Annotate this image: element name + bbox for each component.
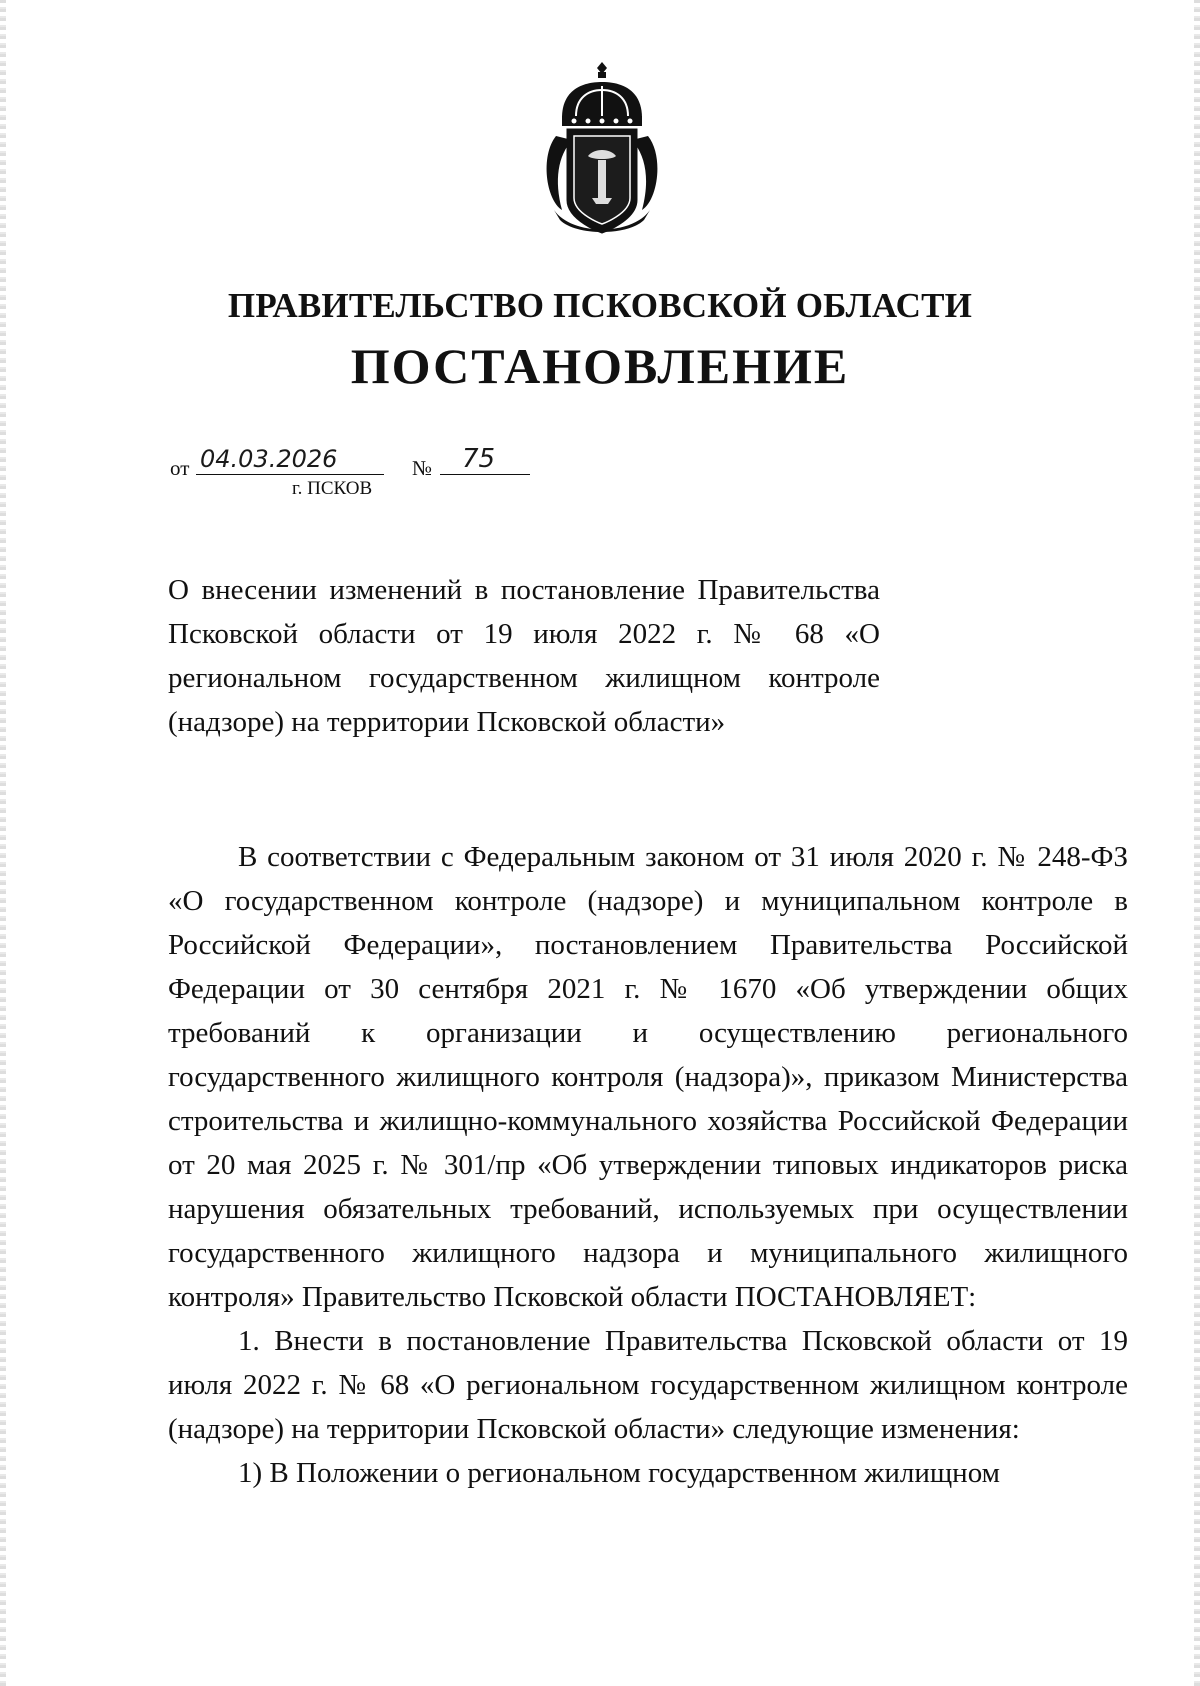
document-meta [170, 444, 570, 482]
coat-of-arms-icon [532, 60, 672, 242]
scan-edge-right [1194, 0, 1200, 1686]
organization-title: ПРАВИТЕЛЬСТВО ПСКОВСКОЙ ОБЛАСТИ [227, 286, 973, 325]
document-type: ПОСТАНОВЛЕНИЕ [350, 338, 850, 394]
document-number: 75 [440, 444, 530, 475]
number-sign: № [412, 456, 433, 480]
paragraph-subitem-1: 1) В Положении о региональном государственном жилищном [238, 1457, 1001, 1489]
paragraph-item-1: 1. Внести в постановление Правительства Псковской области от 19 июля 2022 г. № 68 «О региональном государственном жилищном контроле (надзоре) на территории Псковской области» следующие изменения: [168, 1325, 1128, 1445]
document-body [168, 835, 1128, 1495]
paragraph-preamble: В соответствии с Федеральным законом от 31 июля 2020 г. № 248-ФЗ «О государственном контроле (надзоре) и муниципальном контроле в Российской Федерации», постановлением Правительства Российской Федерации от 30 сентября 2021 г. № 1670 «Об утверждении общих требований к организации и осуществлению регионального государственного жилищного контроля (надзора)», приказом Министерства строительства и жилищно-коммунального хозяйства Российской Федерации от 20 мая 2025 г. № 301/пр «Об утверждении типовых индикаторов риска нарушения обязательных требований, используемых при осуществлении государственного жилищного надзора и муниципального жилищного контроля» Правительство Псковской области ПОСТАНОВЛЯЕТ: [168, 841, 1128, 1313]
date-prefix: от [170, 456, 190, 480]
document-date: 04.03.2026 [196, 444, 384, 475]
document-subject: О внесении изменений в постановление Правительства Псковской области от 19 июля 2022 г. № 68 «О региональном государственном жилищном контроле (надзоре) на территории Псковской области» [168, 574, 880, 738]
city: г. ПСКОВ [292, 478, 373, 499]
scan-edge-left [0, 0, 6, 1686]
